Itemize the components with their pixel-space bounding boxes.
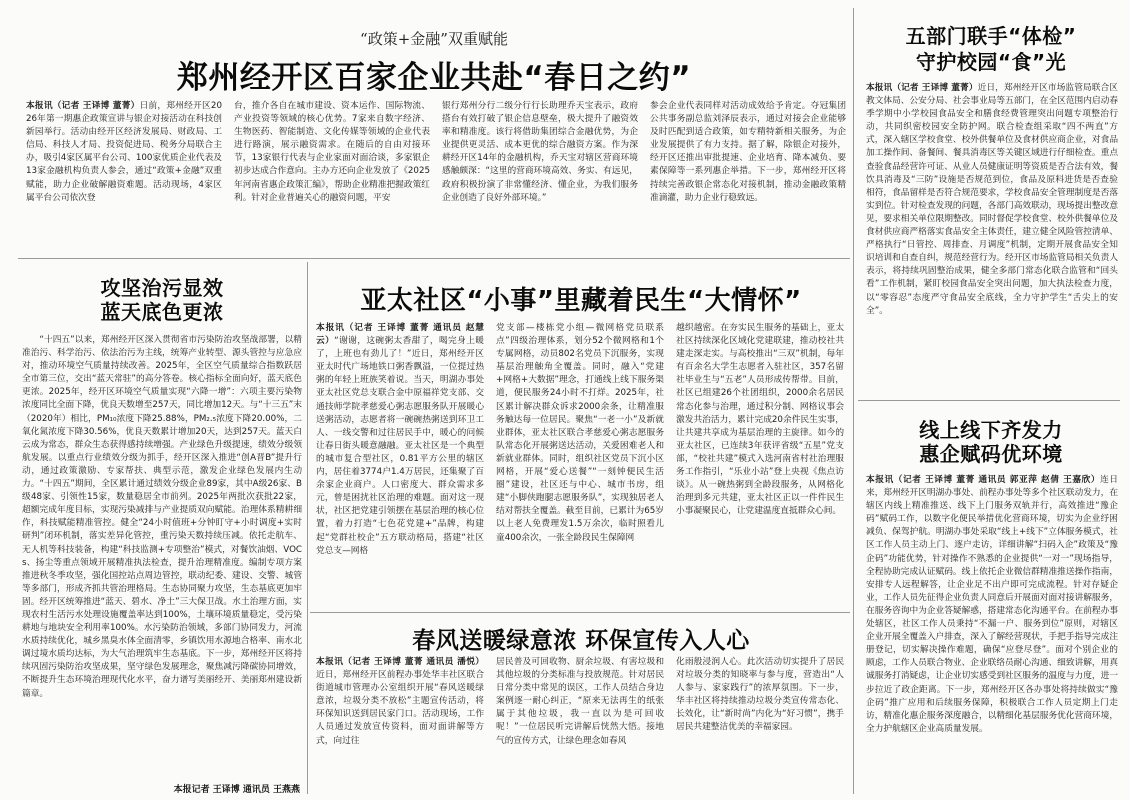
column-divider	[307, 262, 308, 794]
article-campus-food	[860, 8, 1122, 398]
article-column: 党支部—楼栋党小组—微网格党员联系点”四级治理体系，划分52个微网格和1个专属网格，动员802名党员下沉服务，实现基层治理触角全覆盖。同时，融入“党建+网格+大数据”理念，打通线上线下服务渠道，便民服务24小时不打烊。2025年，社区累计解决群众诉求2000余条，让精准服务触达每一位居民。聚焦“一老一小”及新就业群体，亚太社区联合孝慈爱心粥志愿服务队常态化开展粥送达活动，关爱困难老人和新就业群体。同时，组织社区党员下沉小区网格，开展“爱心送餐”“一刻钟便民生活圈”建设，社区还与中心、城市书房，组建“小脚侠跑腿志愿服务队”，实现独居老人结对帮扶全覆盖。截至目前，已累计为65岁以上老人免费理发1.5万余次，临时照看儿童400余次，一张全龄段民生保障网	[496, 323, 664, 543]
article-headline: 春风送暖绿意浓 环保宣传入人心	[412, 628, 750, 654]
article-column: 本报讯（记者 王译博 董菁 通讯员 潘悦）近日，郑州经开区前程办事处华丰社区联合街道城市管理办公室组织开展“春风送暖绿意浓，垃圾分类不放松”主题宣传活动，将环保知识送到居民家门口。活动现场，工作人员通过发放宣传资料，面对面讲解等方式，向过往	[316, 657, 484, 746]
article-investment	[18, 8, 850, 256]
article-column: 本报讯（记者 王译博 董菁 通讯员 郭亚萍 赵倩 王嘉欣）连日来，郑州经开区明湖办事处、前程办事处等多个社区联动发力，在辖区内线上精准推送、线下上门服务双轨并行，高效推进“豫企码”赋码工作，以数字化便民举措优化营商环境，切实为企业纾困减负、保驾护航。明湖办事处采取“线上+线下”立体服务模式，社区工作人员主动上门、逐户走访，详细讲解“扫码入企”政策及“豫企码”功能优势，针对操作不熟悉的企业提供“一对一”现场指导，全程协助完成认证赋码。线上依托企业微信群精准推送操作指南，安排专人远程解答，让企业足不出户即可完成流程。针对存疑企业，工作人员先征得企业负责人同意后开展面对面对接讲解服务，在服务咨询中为企业答疑解惑，搭建常态化沟通平台。在前程办事处辖区，社区工作人员秉持“不漏一户、服务到位”原则，对辖区企业开展全覆盖入户排查，深入了解经营现状，手把手指导完成注册登记，切实解决操作难题，确保“应登尽登”。面对个别企业的顾虑，工作人员联合物业、企业联络员耐心沟通、细致讲解，用真诚服务打消疑虑，让企业切实感受到社区服务的温度与力度，进一步拉近了政企距离。下一步，郑州经开区各办事处将持续做实“豫企码”推广应用和后续服务保障，积极联合工作人员定期上门走访，精准化惠企服务深度融合，以精细化基层服务优化营商环境，全力护航辖区企业高质量发展。	[866, 475, 1118, 734]
article-column: 台，推介各自在城市建设、资本运作、国际物流、产业投资等领域的核心优势。7家来自数字经济、生物医药、智能制造、文化传媒等领域的企业代表进行路演，展示融资需求。在随后的自由对接环节，13家银行代表与企业家面对面洽谈，多家银企初步达成合作意向。主办方还向企业发放了《2025年河南省惠企政策汇编》，帮助企业精准把握政策红利。针对企业普遍关心的融资问题，平安	[234, 101, 430, 203]
article-column: 本报讯（记者 王译博 董菁）近日，郑州经开区市场监管局联合区教文体局、公安分局、社会事业局等五部门，在全区范围内启动春季学期中小学校园食品安全和膳食经费管理突出问题专项整治行动，共同织密校园安全防护网。联合检查组采取“四不两直”方式，深入辖区学校食堂、校外供餐单位及食材供应商企业，对食品加工操作间、备餐间、餐具消毒区等关键区域进行仔细检查。重点查验食品经营许可证、从业人员健康证明等资质是否合法有效，餐饮具消毒及“三防”设施是否规范到位，食品及原料进货是否查验相符，食品留样是否符合规范要求，学校食品安全管理制度是否落实到位。针对检查发现的问题，各部门高效联动，现场提出整改意见，要求相关单位限期整改。同时督促学校食堂、校外供餐单位及食材供应商严格落实食品安全主体责任，建立健全风险管控清单、严格执行“日管控、周排查、月调度”机制，定期开展食品安全知识培训和自查自纠，规范经营行为。经开区市场监管局相关负责人表示，将持续巩固整治成果，健全多部门常态化联合监管和“回头看”工作机制，紧盯校园食品安全突出问题，加大执法检查力度，以“零容忍”态度严守食品安全底线，全力守护学生“舌尖上的安全”。	[866, 83, 1118, 316]
article-column: 参会企业代表同样对活动成效给予肯定。夺冠集团公共事务副总监刘泽辰表示，通过对接会企业能够及时匹配到适合政策，如专精特新相关服务，为企业发展提供了有力支持。据了解，除银企对接外，经开区还推出审批提速、企业培育、降本减负、要素保障等一系列惠企举措。下一步，郑州经开区将持续完善政银企常态化对接机制，推动金融政策精准滴灌，助力企业行稳致远。	[650, 101, 846, 203]
section-divider	[18, 258, 850, 259]
article-green-campaign	[312, 616, 850, 796]
article-enterprise-code	[860, 404, 1122, 796]
article-column: 化雨般浸润人心。此次活动切实提升了居民对垃圾分类的知晓率与参与度，营造出“人人参与、家家践行”的浓厚氛围。下一步，华丰社区将持续推动垃圾分类宣传常态化、长效化，让“新时尚”内化为“好习惯”，携手居民共建整洁优美的幸福家园。	[676, 657, 844, 733]
article-headline: 亚太社区“小事”里藏着民生“大情怀”	[360, 286, 802, 316]
article-column: 越织越密。在夯实民生服务的基础上，亚太社区持续深化区域化党建联建，推动校社共建走深走实。与高校推出“三双”机制，每年有百余名大学生志愿者入驻社区，357名留社毕业生与“五老”人员形成传帮带。目前，社区已组建26个社团组织，2000余名居民常态化参与治理，通过积分制、网格议事会激发共治活力，累计完成20余件民生实事，让共建共享成为基层治理的主旋律。如今的亚太社区，已连续3年获评省级“五星”党支部，“校社共建”模式入选河南省村社治理服务工作指引，“乐业小站”登上央视《焦点访谈》。从一碗热粥到全龄段服务，从网格化治理到多元共建，亚太社区正以一件件民生小事凝聚民心，让党建温度直抵群众心间。	[676, 323, 844, 517]
article-byline: 本报讯（记者 王译博 董菁 通讯员 赵慧云）	[316, 323, 484, 347]
section-divider	[858, 400, 1120, 401]
article-byline-end: 本报记者 王译博 通讯员 王燕燕	[173, 785, 300, 795]
article-byline: 本报讯（记者 王译博 董菁）	[26, 101, 140, 111]
section-divider	[310, 612, 850, 613]
article-headline: 五部门联手“体检”	[905, 24, 1077, 48]
article-byline: 本报讯（记者 王译博 董菁 通讯员 潘悦）	[316, 657, 484, 667]
article-headline-line2: 守护校园“食”光	[915, 50, 1067, 74]
article-headline: 线上线下齐发力	[919, 418, 1063, 442]
article-kicker: “政策+金融”双重赋能	[360, 30, 508, 48]
article-byline: 本报讯（记者 王译博 董菁 通讯员 郭亚萍 赵倩 王嘉欣）	[866, 475, 1101, 485]
article-headline-line2: 惠企赋码优环境	[919, 442, 1063, 466]
article-pollution	[18, 262, 306, 796]
column-divider	[853, 8, 854, 794]
article-column: 居民普及可回收物、厨余垃圾、有害垃圾和其他垃圾的分类标准与投放规范。针对居民日常分类中常见的误区，工作人员结合身边案例逐一耐心纠正，“原来无法再生的纸张属于其他垃圾，我一直以为是可回收呢！”一位居民听完讲解后恍然大悟。接地气的宣传方式，让绿色理念如春风	[496, 657, 664, 746]
article-column: 本报讯（记者 王译博 董菁 通讯员 赵慧云）“谢谢，这碗粥太香甜了，喝完身上暖了，上班也有劲儿了！”近日，郑州经开区亚太时代广场地铁口粥香飘溢，一位提过热粥的年轻上班族笑着说。当天，明湖办事处亚太社区党总支联合金中原福祥党支部、交通技师学院孝慈爱心粥志愿服务队开展暖心送粥活动，志愿者将一碗碗热粥送到环卫工人、一线交警和过往居民手中，暖心的问候让春日街头暖意融融。亚太社区是一个典型的城市复合型社区，0.81平方公里的辖区内，居住着3774户1.4万居民，还集聚了百余家企业商户。人口密度大、群众需求多元，曾是困扰社区治理的难题。面对这一现状，社区把党建引领摆在基层治理的核心位置，着力打造“七色花党建+”品牌，构建起“党群社校企”五方联动格局，搭建“社区党总支—网格	[316, 323, 484, 556]
article-byline: 本报讯（记者 王译博 董菁）	[866, 83, 978, 93]
article-headline: 攻坚治污显效	[100, 276, 224, 300]
article-headline: 郑州经开区百家企业共赴“春日之约”	[176, 60, 692, 96]
article-yatai-community	[312, 262, 850, 610]
article-column: 本报讯（记者 王译博 董菁）日前，郑州经开区2026年第一期惠企政策宣讲与银企对接活动在科技创新园举行。活动由经开区经济发展局、财政局、工信局、科技人才局、投资促进局、税务分局联合主办，吸引4家区属平台公司、100家优质企业代表及13家金融机构负责人参会，通过“政策+金融”双重赋能，助力企业破解融资难题。活动现场，4家区属平台公司依次登	[26, 101, 222, 203]
article-column: 银行郑州分行二级分行行长助理乔天宝表示，政府搭台有效打破了银企信息壁垒，极大提升了融资效率和精准度。该行将借助集团综合金融优势，为企业提供更灵活、成本更优的综合融资方案。作为深耕经开区14年的金融机构，乔天宝对辖区营商环境感触颇深：“这里的营商环境高效、务实、有远见，政府积极扮演了非常懂经济、懂企业，为我们服务企业创造了良好外部环境。”	[442, 101, 638, 203]
article-headline-line2: 蓝天底色更浓	[100, 300, 224, 324]
article-column: “十四五”以来，郑州经开区深入贯彻省市污染防治攻坚战部署，以精准治污、科学治污、依法治污为主线，统筹产业转型、源头管控与应急应对，推动环境空气质量持续改善。2025年，全区空气质量综合指数跃居全市第三位，交出“蓝天常驻”的高分答卷。核心指标全面向好，蓝天底色更浓。2025年，经开区环境空气质量实现“六降一增”：六项主要污染物浓度同比全面下降，优良天数增至257天，同比增加12天。与“十三五”末（2020年）相比，PM₁₀浓度下降25.88%，PM₂.₅浓度下降20.00%，二氧化氮浓度下降30.56%，优良天数累计增加20天，达到257天。蓝天白云成为常态，群众生态获得感持续增强。产业绿色升级提速，绩效分级领航发展。以重点行业绩效分级为抓手，经开区深入推进“创A晋B”提升行动，通过政策激励、专家帮扶、典型示范，激发企业绿色发展内生动力。“十四五”期间，全区累计通过绩效分级企业89家，其中A级26家、B级48家、引领性15家，数量稳居全市前列。2025年两批次获批22家，超额完成年度目标，实现污染减排与产业提质双向赋能。治理体系精耕细作，科技赋能精准管控。健全“24小时值班+分钟盯守+小时调度+实时研判”闭环机制，落实差异化管控，重污染天数持续压减。依托走航车、无人机等科技装备，构建“科技监测+专项整治”模式，对餐饮油烟、VOCs、扬尘等重点领域开展精准执法检查，提升治理精准度。编制专项方案推进秋冬季攻坚，强化国控站点周边管控，联动纪委、建设、交警、城管等多部门，形成齐抓共管治理格局。生态协同聚力攻坚，生态基底更加牢固。经开区统筹推进“蓝天、碧水、净土”三大保卫战。水土治理方面，实现农村生活污水处理设施覆盖率达到100%，土壤环境质量稳定，受污染耕地与地块安全利用率100%。水污染防治领域，多部门协同发力，河流水质持续优化，城乡黑臭水体全面清零，乡镇饮用水源地合格率、南水北调过境水质均达标，为大气治理筑牢生态基底。下一步，郑州经开区将持续巩固污染防治攻坚成果，坚守绿色发展理念，聚焦减污降碳协同增效，不断提升生态环境治理现代化水平，奋力谱写美丽经开、美丽郑州建设新篇章。	[22, 335, 302, 699]
